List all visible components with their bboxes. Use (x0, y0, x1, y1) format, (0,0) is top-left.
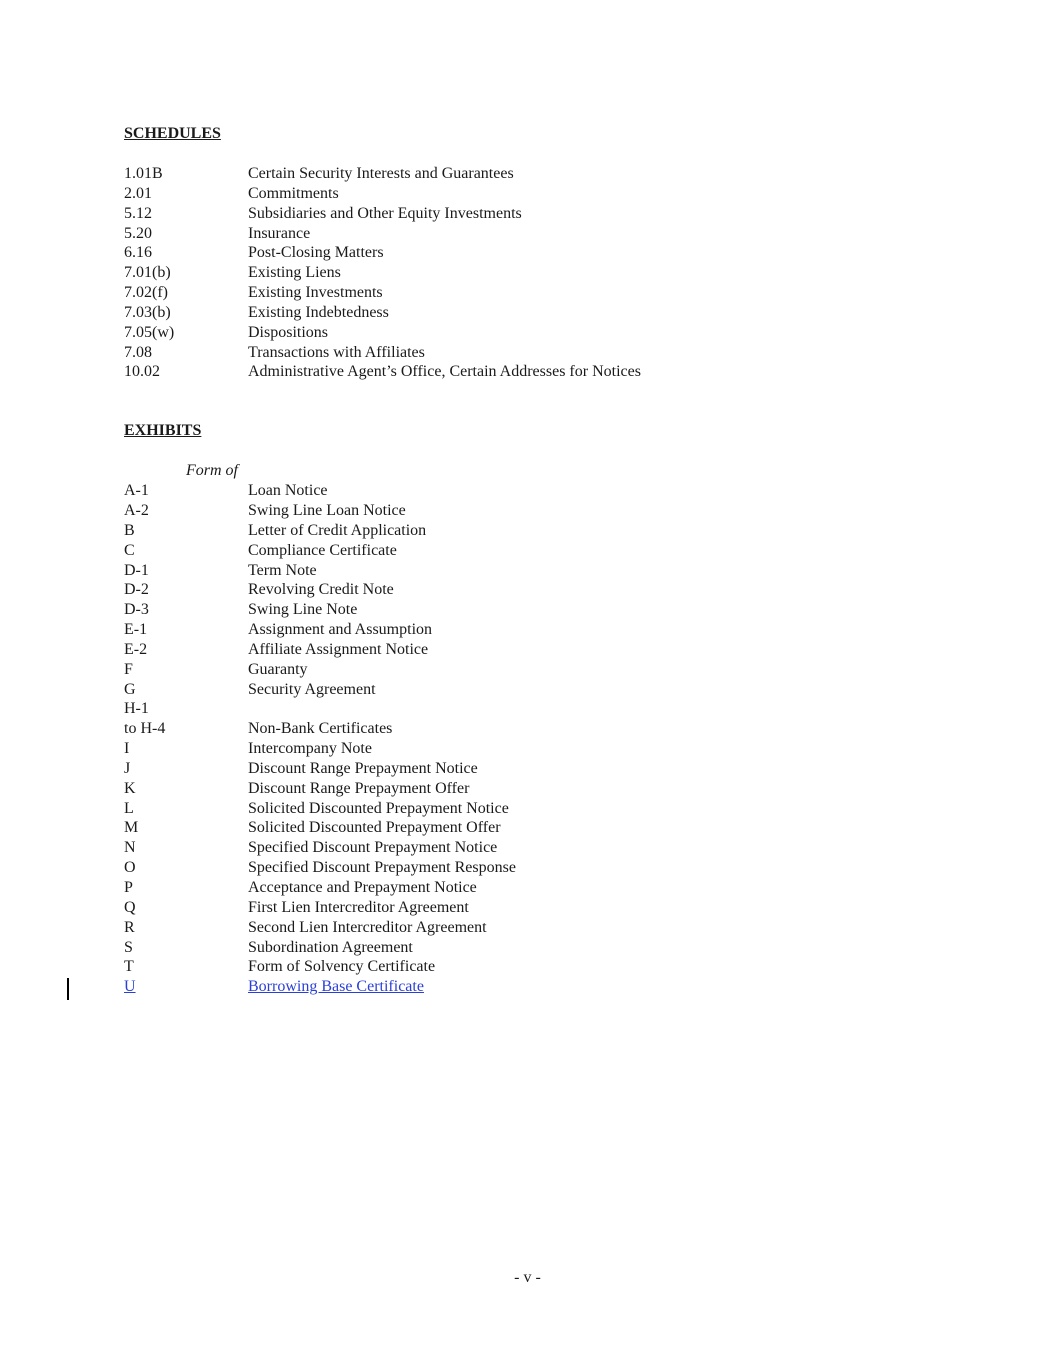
exhibit-code: O (124, 859, 136, 877)
exhibit-code: B (124, 521, 135, 539)
exhibit-title: Acceptance and Prepayment Notice (248, 879, 477, 896)
exhibit-title: Term Note (248, 561, 317, 579)
exhibit-title: Security Agreement (248, 680, 376, 698)
exhibit-row (124, 501, 984, 521)
exhibit-code: S (124, 938, 133, 956)
exhibit-code: J (124, 759, 131, 777)
exhibit-code: A-1 (124, 482, 149, 500)
schedule-code: 2.01 (124, 184, 152, 202)
exhibit-code: G (124, 680, 136, 698)
schedule-row (124, 243, 984, 263)
schedule-row (124, 303, 984, 323)
exhibit-title: Discount Range Prepayment Offer (248, 779, 470, 797)
exhibit-title (248, 699, 984, 719)
exhibit-row (124, 799, 984, 819)
schedule-title: Existing Liens (248, 264, 341, 282)
exhibit-code: H-1 (124, 700, 149, 718)
exhibit-row (124, 918, 984, 938)
revision-change-bar (67, 978, 69, 1000)
exhibit-title: Intercompany Note (248, 740, 372, 758)
exhibit-row (124, 858, 984, 878)
exhibit-row (124, 719, 984, 739)
exhibit-row[interactable] (124, 977, 984, 997)
schedule-code: 7.03(b) (124, 303, 171, 321)
schedule-code: 6.16 (124, 244, 152, 262)
exhibit-code: K (124, 779, 136, 797)
exhibits-list (124, 481, 984, 997)
exhibit-code: A-2 (124, 501, 149, 519)
schedule-title: Post-Closing Matters (248, 244, 384, 262)
exhibit-code: C (124, 541, 135, 559)
exhibit-title-link[interactable]: Borrowing Base Certificate (248, 978, 424, 996)
exhibit-row (124, 600, 984, 620)
exhibit-row (124, 957, 984, 977)
schedule-title: Commitments (248, 184, 339, 202)
form-of-label: Form of (186, 462, 238, 480)
exhibit-row (124, 898, 984, 918)
exhibit-code: F (124, 660, 133, 678)
schedule-row (124, 164, 984, 184)
exhibit-title: Solicited Discounted Prepayment Notice (248, 799, 509, 817)
exhibit-code: L (124, 799, 134, 817)
schedule-row (124, 362, 984, 382)
schedules-heading: SCHEDULES (124, 125, 221, 142)
schedules-list (124, 164, 984, 382)
exhibit-code: I (124, 740, 130, 758)
exhibit-title: Swing Line Loan Notice (248, 501, 406, 519)
exhibit-code: D-2 (124, 581, 149, 599)
exhibit-code: E-1 (124, 621, 148, 639)
exhibit-title: Assignment and Assumption (248, 621, 433, 639)
exhibit-code: N (124, 839, 136, 857)
exhibit-code: E-2 (124, 640, 148, 658)
exhibit-row (124, 818, 984, 838)
schedule-title: Certain Security Interests and Guarantees (248, 165, 514, 182)
schedule-code: 7.08 (124, 343, 152, 361)
exhibits-heading: EXHIBITS (124, 422, 202, 440)
exhibit-title: First Lien Intercreditor Agreement (248, 898, 469, 916)
exhibit-row (124, 561, 984, 581)
exhibit-title: Loan Notice (248, 482, 328, 500)
exhibit-code[interactable]: U (124, 978, 136, 996)
exhibit-title: Guaranty (248, 660, 308, 678)
exhibit-title: Specified Discount Prepayment Notice (248, 839, 498, 857)
exhibit-row (124, 521, 984, 541)
exhibit-row (124, 759, 984, 779)
exhibit-title (248, 977, 984, 997)
schedule-row (124, 323, 984, 343)
exhibit-title: Solicited Discounted Prepayment Offer (248, 819, 501, 837)
exhibit-row (124, 779, 984, 799)
exhibit-title: Affiliate Assignment Notice (248, 640, 429, 658)
schedule-row (124, 283, 984, 303)
exhibit-code: P (124, 879, 133, 896)
schedule-row (124, 224, 984, 244)
exhibit-title: Letter of Credit Application (248, 521, 427, 539)
schedule-title: Administrative Agent’s Office, Certain Addresses for Notices (248, 363, 641, 381)
exhibit-title: Discount Range Prepayment Notice (248, 759, 478, 777)
exhibit-title: Compliance Certificate (248, 541, 397, 559)
page-number: - v - (514, 1269, 541, 1286)
schedule-code: 7.02(f) (124, 284, 168, 302)
exhibit-code: D-1 (124, 561, 149, 579)
schedule-title: Insurance (248, 224, 311, 242)
schedule-code: 1.01B (124, 165, 163, 182)
exhibit-code: T (124, 958, 134, 976)
exhibit-code: D-3 (124, 601, 149, 619)
schedule-code: 7.01(b) (124, 264, 171, 282)
exhibit-title: Revolving Credit Note (248, 581, 394, 599)
schedule-title: Dispositions (248, 323, 329, 341)
schedule-title: Existing Indebtedness (248, 303, 389, 321)
schedule-title: Existing Investments (248, 284, 383, 302)
schedule-title: Transactions with Affiliates (248, 343, 425, 361)
exhibit-row (124, 680, 984, 700)
exhibit-code: Q (124, 898, 136, 916)
schedule-row (124, 263, 984, 283)
schedule-code: 5.20 (124, 224, 152, 242)
exhibit-row (124, 838, 984, 858)
exhibit-code: R (124, 918, 135, 936)
schedule-code: 5.12 (124, 204, 152, 222)
schedule-code: 10.02 (124, 363, 160, 381)
exhibit-row (124, 878, 984, 898)
exhibit-title: Non-Bank Certificates (248, 720, 393, 738)
exhibit-row (124, 640, 984, 660)
exhibit-row (124, 541, 984, 561)
schedule-row (124, 343, 984, 363)
exhibit-title: Form of Solvency Certificate (248, 958, 436, 976)
document-page (124, 124, 984, 997)
schedule-title: Subsidiaries and Other Equity Investments (248, 204, 522, 222)
exhibit-row (124, 699, 984, 719)
exhibit-row (124, 660, 984, 680)
exhibit-row (124, 481, 984, 501)
exhibit-title: Swing Line Note (248, 601, 358, 619)
schedule-row (124, 204, 984, 224)
schedule-code: 7.05(w) (124, 323, 175, 341)
exhibit-row (124, 739, 984, 759)
exhibit-row (124, 620, 984, 640)
schedule-row (124, 184, 984, 204)
exhibit-title: Second Lien Intercreditor Agreement (248, 918, 487, 936)
exhibit-code: to H-4 (124, 720, 166, 738)
exhibit-title: Subordination Agreement (248, 938, 413, 956)
exhibit-row (124, 938, 984, 958)
exhibit-title: Specified Discount Prepayment Response (248, 859, 516, 877)
exhibit-code: M (124, 819, 139, 837)
exhibit-row (124, 580, 984, 600)
